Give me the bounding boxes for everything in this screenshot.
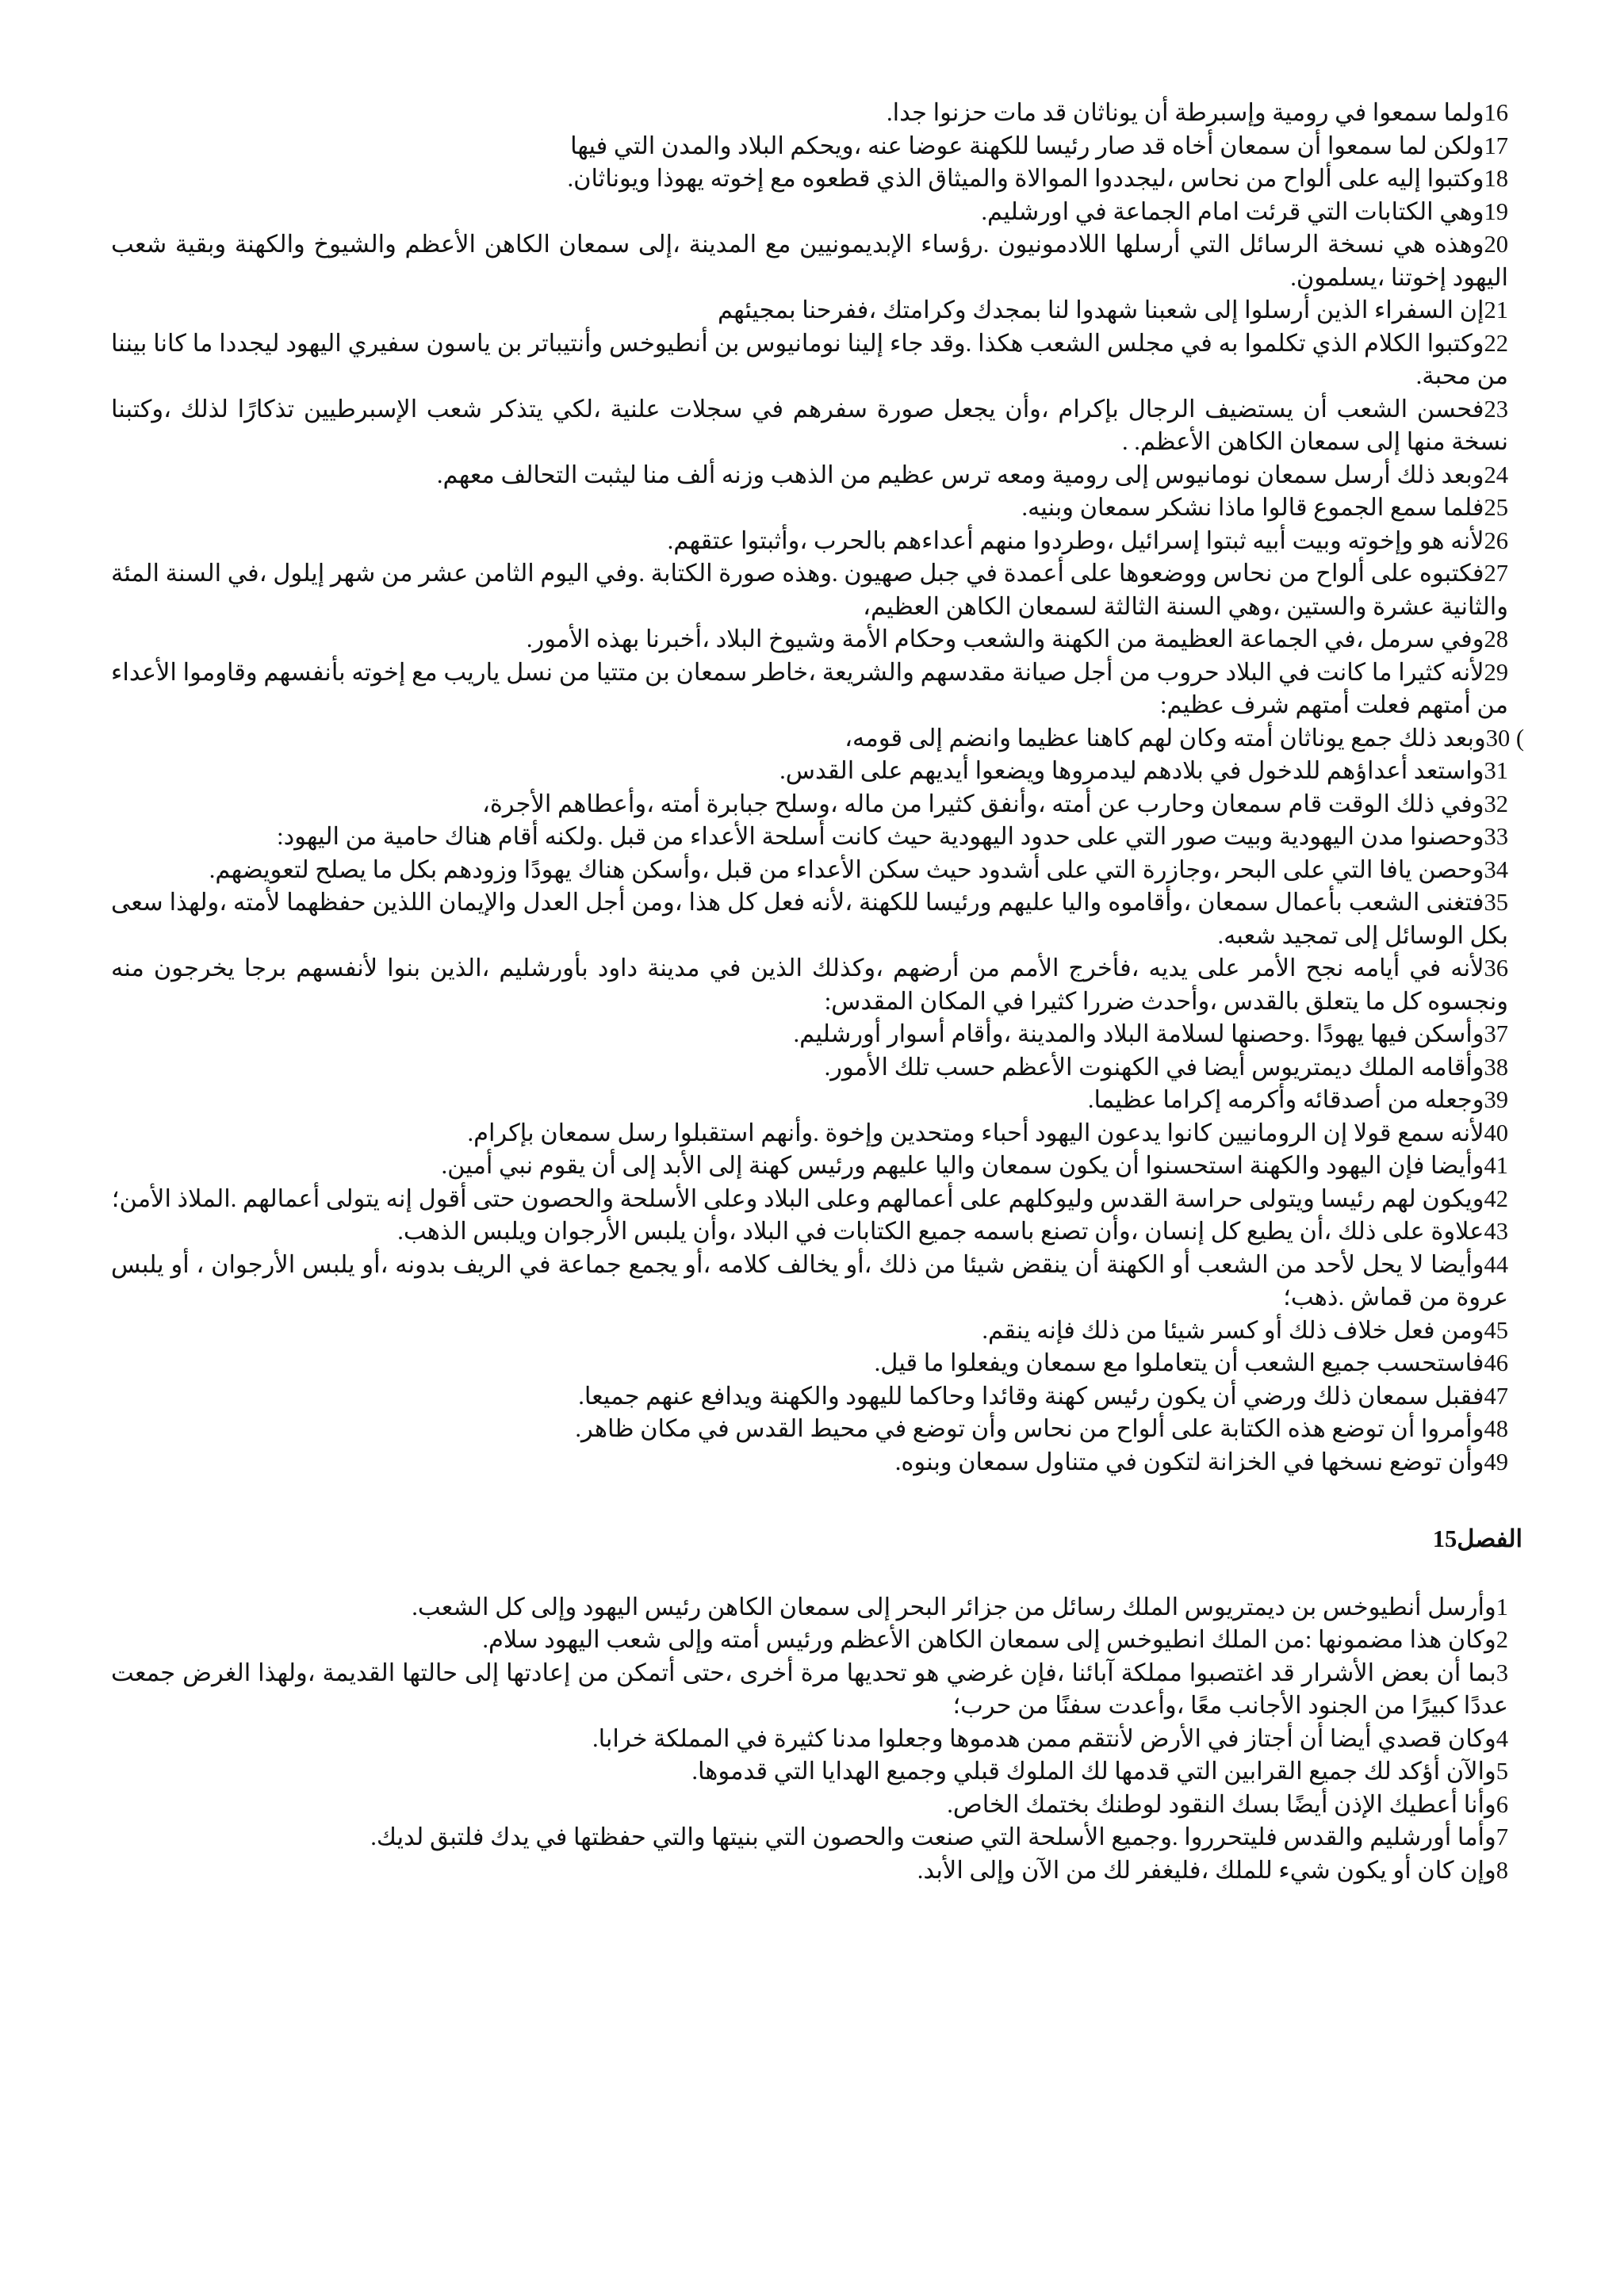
verse-paragraph: 31واستعد أعداؤهم للدخول في بلادهم ليدمروها ويضعوا أيديهم على القدس. bbox=[779, 757, 1508, 784]
verse-paragraph: 37وأسكن فيها يهودًا .وحصنها لسلامة البلاد والمدينة ،وأقام أسوار أورشليم. bbox=[793, 1020, 1508, 1047]
verse-paragraph: ) 30وبعد ذلك جمع يوناثان أمته وكان لهم كاهنا عظيما وانضم إلى قومه، bbox=[845, 724, 1524, 752]
verse-paragraph: 48وأمروا أن توضع هذه الكتابة على ألواح من نحاس وأن توضع في محيط القدس في مكان ظاهر. bbox=[575, 1415, 1508, 1442]
verse-paragraph: 29لأنه كثيرا ما كانت في البلاد حروب من أجل صيانة مقدسهم والشريعة ،خاطر سمعان بن متتيا من نسل ياريب مع إخوته بأنفسهم وقاوموا الأعداء من أمتهم فعلت أمتهم شرف عظيم: bbox=[111, 658, 1508, 718]
verse-paragraph: 6وأنا أعطيك الإذن أيضًا بسك النقود لوطنك بختمك الخاص. bbox=[947, 1790, 1508, 1818]
verse-paragraph: 33وحصنوا مدن اليهودية وبيت صور التي على حدود اليهودية حيث كانت أسلحة الأعداء من قبل .ولكنه أقام هناك حامية من اليهود: bbox=[277, 823, 1508, 850]
verse-paragraph: 46فاستحسب جميع الشعب أن يتعاملوا مع سمعان ويفعلوا ما قيل. bbox=[874, 1349, 1508, 1376]
verse-paragraph: 2وكان هذا مضمونها :من الملك انطيوخس إلى سمعان الكاهن الأعظم ورئيس أمته وإلى شعب اليهود سلام. bbox=[482, 1626, 1508, 1653]
verse-paragraph: 5والآن أؤكد لك جميع القرابين التي قدمها لك الملوك قبلي وجميع الهدايا التي قدموها. bbox=[691, 1758, 1508, 1785]
verse-paragraph: 35فتغنى الشعب بأعمال سمعان ،وأقاموه واليا عليهم ورئيسا للكهنة ،لأنه فعل كل هذا ،ومن أجل العدل والإيمان اللذين حفظهما لأمته ،ولهذا سعى بكل الوسائل إلى تمجيد شعبه. bbox=[111, 889, 1508, 949]
verse-paragraph: 38وأقامه الملك ديمتريوس أيضا في الكهنوت الأعظم حسب تلك الأمور. bbox=[824, 1053, 1508, 1081]
verse-paragraph: 16ولما سمعوا في رومية وإسبرطة أن يوناثان قد مات حزنوا جدا. bbox=[887, 99, 1508, 126]
verse-paragraph: 17ولكن لما سمعوا أن سمعان أخاه قد صار رئيسا للكهنة عوضا عنه ،ويحكم البلاد والمدن التي فيها bbox=[570, 132, 1508, 159]
verse-paragraph: 21إن السفراء الذين أرسلوا إلى شعبنا شهدوا لنا بمجدك وكرامتك ،ففرحنا بمجيئهم bbox=[718, 297, 1508, 323]
verse-paragraph: 24وبعد ذلك أرسل سمعان نومانيوس إلى رومية ومعه ترس عظيم من الذهب وزنه ألف منا ليثبت التحالف معهم. bbox=[436, 461, 1508, 488]
verse-paragraph: 43علاوة على ذلك ،أن يطيع كل إنسان ،وأن تصنع باسمه جميع الكتابات في البلاد ،وأن يلبس الأرجوان ويلبس الذهب. bbox=[397, 1218, 1508, 1245]
verse-paragraph: 27فكتبوه على ألواح من نحاس ووضعوها على أعمدة في جبل صهيون .وهذه صورة الكتابة .وفي اليوم الثامن عشر من شهر إيلول ،في السنة المئة والثانية عشرة والستين ،وهي السنة الثالثة لسمعان الكاهن العظيم، bbox=[111, 560, 1508, 620]
verse-paragraph: 41وأيضا فإن اليهود والكهنة استحسنوا أن يكون سمعان واليا عليهم ورئيس كهنة إلى الأبد إلى أن يقوم نبي أمين. bbox=[441, 1152, 1508, 1179]
chapter-15-section bbox=[111, 1591, 1524, 1888]
verse-paragraph: 32وفي ذلك الوقت قام سمعان وحارب عن أمته ،وأنفق كثيرا من ماله ،وسلح جبابرة أمته ،وأعطاهم الأجرة، bbox=[481, 790, 1508, 817]
verse-paragraph: 7وأما أورشليم والقدس فليتحرروا .وجميع الأسلحة التي صنعت والحصون التي بنيتها والتي حفظتها في يدك فلتبق لديك. bbox=[370, 1823, 1508, 1850]
chapter-heading: الفصل15 bbox=[1432, 1525, 1522, 1552]
verse-paragraph: 4وكان قصدي أيضا أن أجتاز في الأرض لأنتقم ممن هدموها وجعلوا مدنا كثيرة في المملكة خرابا. bbox=[592, 1724, 1508, 1752]
verse-paragraph: 18وكتبوا إليه على ألواح من نحاس ،ليجددوا الموالاة والميثاق الذي قطعوه مع إخوته يهوذا ويوناثان. bbox=[567, 165, 1508, 192]
verse-paragraph: 23فحسن الشعب أن يستضيف الرجال بإكرام ،وأن يجعل صورة سفرهم في سجلات علنية ،لكي يتذكر شعب الإسبرطيين تذكارًا لذلك ،وكتبنا نسخة منها إلى سمعان الكاهن الأعظم. . bbox=[111, 395, 1508, 455]
verse-paragraph: 1وأرسل أنطيوخس بن ديمتريوس الملك رسائل من جزائر البحر إلى سمعان الكاهن رئيس اليهود وإلى كل الشعب. bbox=[412, 1593, 1508, 1621]
chapter-14-section bbox=[111, 97, 1524, 1479]
verse-paragraph: 44وأيضا لا يحل لأحد من الشعب أو الكهنة أن ينقض شيئا من ذلك ،أو يخالف كلامه ،أو يجمع جماعة في الريف بدونه ،أو يلبس الأرجوان ، أو يلبس عروة من قماش .ذهب؛ bbox=[111, 1250, 1508, 1311]
verse-paragraph: 34وحصن يافا التي على البحر ،وجازرة التي على أشدود حيث سكن الأعداء من قبل ،وأسكن هناك يهودًا وزودهم بكل ما يصلح لتعويضهم. bbox=[209, 855, 1508, 883]
verse-paragraph: 47فقبل سمعان ذلك ورضي أن يكون رئيس كهنة وقائدا وحاكما لليهود والكهنة ويدافع عنهم جميعا. bbox=[578, 1382, 1508, 1410]
verse-paragraph: 26لأنه هو وإخوته وبيت أبيه ثبتوا إسرائيل ،وطردوا منهم أعداءهم بالحرب ،وأثبتوا عتقهم. bbox=[667, 526, 1508, 554]
verse-paragraph: 28وفي سرمل ،في الجماعة العظيمة من الكهنة والشعب وحكام الأمة وشيوخ البلاد ،أخبرنا بهذه الأمور. bbox=[526, 626, 1508, 652]
verse-paragraph: 40لأنه سمع قولا إن الرومانيين كانوا يدعون اليهود أحباء ومتحدين وإخوة .وأنهم استقبلوا رسل سمعان بإكرام. bbox=[467, 1119, 1508, 1146]
verse-paragraph: 45ومن فعل خلاف ذلك أو كسر شيئا من ذلك فإنه ينقم. bbox=[982, 1316, 1508, 1344]
verse-paragraph: 19وهي الكتابات التي قرئت امام الجماعة في اورشليم. bbox=[981, 197, 1508, 225]
verse-paragraph: 49وأن توضع نسخها في الخزانة لتكون في متناول سمعان وبنوه. bbox=[894, 1448, 1508, 1475]
verse-paragraph: 3بما أن بعض الأشرار قد اغتصبوا مملكة آبائنا ،فإن غرضي هو تحديها مرة أخرى ،حتى أتمكن من إعادتها إلى حالتها القديمة ،ولهذا الغرض جمعت عددًا كبيرًا من الجنود الأجانب معًا ،وأعدت سفنًا من حرب؛ bbox=[111, 1659, 1508, 1719]
verse-paragraph: 39وجعله من أصدقائه وأكرمه إكراما عظيما. bbox=[1087, 1086, 1508, 1113]
verse-paragraph: 36لأنه في أيامه نجح الأمر على يديه ،فأخرج الأمم من أرضهم ،وكذلك الذين في مدينة داود بأورشليم ،الذين بنوا لأنفسهم برجا يخرجون منه ونجسوه كل ما يتعلق بالقدس ،وأحدث ضررا كثيرا في المكان المقدس: bbox=[111, 955, 1508, 1015]
verse-paragraph: 20وهذه هي نسخة الرسائل التي أرسلها اللادمونيون .رؤساء الإبديمونيين مع المدينة ،إلى سمعان الكاهن الأعظم والشيوخ والكهنة وبقية شعب اليهود إخوتنا ،يسلمون. bbox=[111, 231, 1508, 291]
verse-paragraph: 25فلما سمع الجموع قالوا ماذا نشكر سمعان وبنيه. bbox=[1021, 494, 1508, 521]
verse-paragraph: 42ويكون لهم رئيسا ويتولى حراسة القدس وليوكلهم على أعمالهم وعلى البلاد وعلى الأسلحة والحصون حتى أقول إنه يتولى أعمالهم .الملاذ الأمن؛ bbox=[111, 1184, 1508, 1212]
verse-paragraph: 8وإن كان أو يكون شيء للملك ،فليغفر لك من الآن وإلى الأبد. bbox=[917, 1856, 1508, 1884]
verse-paragraph: 22وكتبوا الكلام الذي تكلموا به في مجلس الشعب هكذا .وقد جاء إلينا نومانيوس بن أنطيوخس وأنتيباتر بن ياسون سفيري اليهود ليجددا ما كانا بيننا من محبة. bbox=[111, 329, 1508, 389]
